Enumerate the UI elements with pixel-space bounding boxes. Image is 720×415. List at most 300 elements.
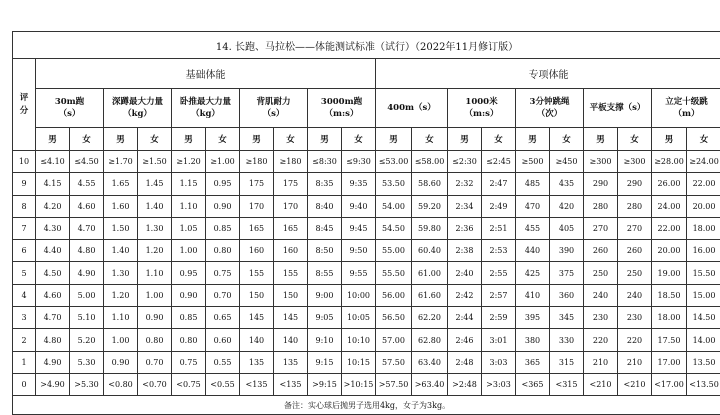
table-cell: 5.30 [70,351,104,373]
table-cell: 8:50 [308,240,342,262]
group-row [13,59,720,89]
table-cell: 4.90 [70,262,104,284]
sex-header-female: 女 [342,128,376,151]
sex-header-female: 女 [138,128,172,151]
table-cell: 0.80 [172,329,206,351]
table-row [13,195,720,217]
score-header-label: 评分 [19,92,29,118]
item-header [36,89,104,128]
table-cell: 15.50 [687,262,720,284]
table-cell: 175 [274,173,308,195]
table-cell: 5.20 [70,329,104,351]
table-cell: >4.90 [36,373,70,395]
table-cell: 1.00 [104,329,138,351]
table-cell: <0.75 [172,373,206,395]
score-cell: 10 [13,151,36,173]
table-cell: 4.15 [36,173,70,195]
table-cell: 0.90 [104,351,138,373]
table-row [13,151,720,173]
table-cell: 2:47 [482,173,516,195]
table-cell: 2:51 [482,217,516,239]
table-cell: 14.00 [687,329,720,351]
table-cell: 1.10 [104,307,138,329]
score-cell: 1 [13,351,36,373]
table-cell: 9:50 [342,240,376,262]
table-cell: 1.45 [138,173,172,195]
table-cell: 1.65 [104,173,138,195]
table-cell: 280 [584,195,618,217]
table-row [13,329,720,351]
table-cell: 62.20 [412,307,448,329]
table-cell: 9:00 [308,284,342,306]
table-cell: 26.00 [652,173,687,195]
table-cell: 13.50 [687,351,720,373]
table-cell: 58.60 [412,173,448,195]
table-cell: 435 [550,173,584,195]
table-cell: 440 [516,240,550,262]
item-unit: （次） [516,108,583,120]
table-cell: >5.30 [70,373,104,395]
table-cell: 18.00 [687,217,720,239]
table-cell: 470 [516,195,550,217]
table-cell: 1.00 [138,284,172,306]
table-cell: ≤9:30 [342,151,376,173]
table-cell: <135 [240,373,274,395]
sex-header-female: 女 [550,128,584,151]
table-cell: 135 [274,351,308,373]
table-cell: 155 [240,262,274,284]
item-unit: （m:s） [308,108,375,120]
table-cell: 24.00 [652,195,687,217]
table-cell: 18.50 [652,284,687,306]
table-cell: 410 [516,284,550,306]
table-cell: 2:48 [448,351,482,373]
table-cell: 54.00 [376,195,412,217]
score-cell: 9 [13,173,36,195]
sex-header-male: 男 [308,128,342,151]
table-cell: 4.60 [70,195,104,217]
table-cell: 54.50 [376,217,412,239]
table-cell: <315 [550,373,584,395]
table-cell: ≥500 [516,151,550,173]
table-cell: ≤8:30 [308,151,342,173]
table-cell: 9:35 [342,173,376,195]
table-cell: 155 [274,262,308,284]
table-cell: 250 [584,262,618,284]
table-cell: 62.80 [412,329,448,351]
table-cell: 485 [516,173,550,195]
item-name: 30m跑 [36,96,103,108]
table-cell: >3:03 [482,373,516,395]
item-unit: （m:s） [448,108,515,120]
table-row [13,173,720,195]
item-header [376,89,448,128]
table-cell: 1.20 [104,284,138,306]
table-cell: ≤4.10 [36,151,70,173]
table-cell: 55.50 [376,262,412,284]
item-unit: （m） [652,108,720,120]
item-header [652,89,720,128]
table-cell: 60.40 [412,240,448,262]
table-cell: 375 [550,262,584,284]
table-cell: 145 [240,307,274,329]
table-cell: 405 [550,217,584,239]
table-cell: ≥450 [550,151,584,173]
item-header [308,89,376,128]
table-cell: 270 [618,217,652,239]
table-cell: 22.00 [687,173,720,195]
table-cell: 170 [240,195,274,217]
sex-header-male: 男 [584,128,618,151]
table-cell: 165 [274,217,308,239]
table-cell: <0.70 [138,373,172,395]
table-cell: 8:35 [308,173,342,195]
table-cell: 4.20 [36,195,70,217]
table-cell: 4.70 [70,217,104,239]
note-row [13,396,720,415]
table-cell: 19.00 [652,262,687,284]
table-cell: 260 [584,240,618,262]
table-cell: 56.50 [376,307,412,329]
table-cell: 140 [274,329,308,351]
table-cell: 1.30 [104,262,138,284]
table-row [13,351,720,373]
table-cell: ≥180 [274,151,308,173]
table-cell: >2:48 [448,373,482,395]
table-cell: 1.60 [104,195,138,217]
table-cell: 9:45 [342,217,376,239]
table-cell: 1.30 [138,217,172,239]
score-header [13,59,36,151]
group-special: 专项体能 [376,59,720,89]
table-cell: ≥1.20 [172,151,206,173]
table-cell: 61.00 [412,262,448,284]
table-cell: 61.60 [412,284,448,306]
table-cell: >10:15 [342,373,376,395]
table-cell: 1.50 [104,217,138,239]
table-row [13,373,720,395]
table-cell: 330 [550,329,584,351]
table-cell: 5.00 [70,284,104,306]
table-cell: 380 [516,329,550,351]
item-header-row [13,89,720,128]
table-cell: 14.50 [687,307,720,329]
table-cell: 10:10 [342,329,376,351]
score-cell: 8 [13,195,36,217]
table-cell: 290 [618,173,652,195]
table-cell: 2:34 [448,195,482,217]
table-cell: <210 [618,373,652,395]
table-cell: 140 [240,329,274,351]
table-cell: 1.40 [104,240,138,262]
table-cell: 10:00 [342,284,376,306]
table-cell: 0.75 [206,262,240,284]
table-cell: 4.50 [36,262,70,284]
table-cell: 0.65 [206,307,240,329]
table-cell: 17.00 [652,351,687,373]
table-cell: <0.55 [206,373,240,395]
table-cell: 2:36 [448,217,482,239]
table-cell: 57.00 [376,329,412,351]
table-cell: 145 [274,307,308,329]
table-cell: 0.80 [138,329,172,351]
item-header [584,89,652,128]
sex-header-female: 女 [206,128,240,151]
table-cell: 2:40 [448,262,482,284]
table-cell: 20.00 [687,195,720,217]
table-cell: <210 [584,373,618,395]
item-header [172,89,240,128]
table-cell: 0.70 [138,351,172,373]
table-row [13,262,720,284]
table-cell: 0.75 [172,351,206,373]
table-cell: 4.90 [36,351,70,373]
sex-header-male: 男 [172,128,206,151]
table-cell: 57.50 [376,351,412,373]
fitness-standard-sheet [12,31,712,415]
sex-header-female: 女 [618,128,652,151]
score-cell: 7 [13,217,36,239]
table-cell: <135 [274,373,308,395]
table-cell: 455 [516,217,550,239]
table-cell: 345 [550,307,584,329]
score-cell: 2 [13,329,36,351]
sex-header-female: 女 [412,128,448,151]
item-name: 3分钟跳绳 [516,96,583,108]
table-cell: 4.80 [36,329,70,351]
table-title: 14. 长跑、马拉松——体能测试标准（试行）（2022年11月修订版） [13,32,720,59]
table-cell: 170 [274,195,308,217]
table-cell: 2:38 [448,240,482,262]
table-cell: 0.90 [172,284,206,306]
item-name: 3000m跑 [308,96,375,108]
table-cell: 390 [550,240,584,262]
group-basic: 基础体能 [36,59,376,89]
table-cell: 280 [618,195,652,217]
table-cell: ≥24.00 [687,151,720,173]
table-cell: 0.90 [138,307,172,329]
table-cell: ≥300 [584,151,618,173]
item-name: 1000米 [448,96,515,108]
table-row [13,307,720,329]
table-cell: 63.40 [412,351,448,373]
table-cell: 22.00 [652,217,687,239]
table-cell: 230 [618,307,652,329]
item-header [240,89,308,128]
table-cell: 4.60 [36,284,70,306]
item-name: 400m（s） [376,102,447,114]
table-cell: >57.50 [376,373,412,395]
table-cell: 55.00 [376,240,412,262]
sex-header-female: 女 [687,128,720,151]
table-cell: 220 [618,329,652,351]
table-cell: 9:05 [308,307,342,329]
table-cell: 395 [516,307,550,329]
table-cell: 360 [550,284,584,306]
table-cell: 420 [550,195,584,217]
table-cell: 2:55 [482,262,516,284]
table-cell: 18.00 [652,307,687,329]
table-cell: 3:03 [482,351,516,373]
score-cell: 3 [13,307,36,329]
table-cell: <0.80 [104,373,138,395]
table-cell: 9:10 [308,329,342,351]
table-cell: 220 [584,329,618,351]
item-unit: （kg） [104,108,171,120]
item-unit: （s） [36,108,103,120]
table-cell: 3:01 [482,329,516,351]
table-cell: 150 [274,284,308,306]
table-cell: 59.80 [412,217,448,239]
table-cell: 59.20 [412,195,448,217]
table-cell: 210 [584,351,618,373]
item-name: 平板支撑（s） [584,102,651,114]
item-name: 立定十级跳 [652,96,720,108]
table-cell: 2:49 [482,195,516,217]
table-cell: 2:53 [482,240,516,262]
table-cell: 16.00 [687,240,720,262]
table-cell: ≥1.50 [138,151,172,173]
score-cell: 5 [13,262,36,284]
table-cell: <365 [516,373,550,395]
table-cell: 10:05 [342,307,376,329]
table-cell: ≥28.00 [652,151,687,173]
table-cell: 0.70 [206,284,240,306]
item-unit: （kg） [172,108,239,120]
table-cell: 260 [618,240,652,262]
table-cell: 160 [274,240,308,262]
table-cell: ≤2:45 [482,151,516,173]
fitness-standard-table [12,31,720,415]
table-cell: ≤58.00 [412,151,448,173]
item-header [448,89,516,128]
table-cell: 1.20 [138,240,172,262]
table-cell: 10:15 [342,351,376,373]
table-cell: 4.40 [36,240,70,262]
item-header [516,89,584,128]
table-cell: 2:32 [448,173,482,195]
table-cell: 53.50 [376,173,412,195]
title-row [13,32,720,59]
table-cell: <17.00 [652,373,687,395]
table-cell: 0.95 [206,173,240,195]
table-note: 备注：实心球后抛男子选用4kg，女子为3kg。 [13,396,720,415]
sex-header-male: 男 [104,128,138,151]
table-cell: 175 [240,173,274,195]
table-cell: 160 [240,240,274,262]
table-cell: 8:40 [308,195,342,217]
table-cell: 1.15 [172,173,206,195]
table-cell: 5.10 [70,307,104,329]
table-cell: 135 [240,351,274,373]
table-cell: ≥180 [240,151,274,173]
item-header [104,89,172,128]
table-cell: 0.55 [206,351,240,373]
table-cell: 240 [618,284,652,306]
table-cell: 15.00 [687,284,720,306]
table-cell: 20.00 [652,240,687,262]
item-name: 深蹲最大力量 [104,96,171,108]
sex-header-female: 女 [274,128,308,151]
table-cell: 150 [240,284,274,306]
table-cell: 165 [240,217,274,239]
item-name: 卧推最大力量 [172,96,239,108]
table-cell: 8:55 [308,262,342,284]
table-cell: 1.10 [138,262,172,284]
sex-header-male: 男 [516,128,550,151]
table-cell: 17.50 [652,329,687,351]
table-cell: 2:44 [448,307,482,329]
table-cell: >63.40 [412,373,448,395]
item-name: 背肌耐力 [240,96,307,108]
table-cell: 240 [584,284,618,306]
table-cell: 1.10 [172,195,206,217]
table-cell: 0.85 [206,217,240,239]
table-cell: 270 [584,217,618,239]
table-cell: 230 [584,307,618,329]
table-cell: 1.05 [172,217,206,239]
table-cell: 4.55 [70,173,104,195]
table-cell: ≥1.00 [206,151,240,173]
sex-header-female: 女 [70,128,104,151]
table-cell: 56.00 [376,284,412,306]
table-cell: 0.60 [206,329,240,351]
table-row [13,217,720,239]
table-cell: 2:42 [448,284,482,306]
table-row [13,240,720,262]
score-cell: 4 [13,284,36,306]
table-cell: 2:57 [482,284,516,306]
table-cell: ≥1.70 [104,151,138,173]
sex-header-row [13,128,720,151]
item-unit: （s） [240,108,307,120]
sex-header-male: 男 [448,128,482,151]
table-row [13,284,720,306]
table-cell: 9:40 [342,195,376,217]
table-cell: ≤2:30 [448,151,482,173]
table-cell: 0.90 [206,195,240,217]
table-cell: ≥300 [618,151,652,173]
table-cell: >9:15 [308,373,342,395]
table-cell: 290 [584,173,618,195]
table-cell: 0.95 [172,262,206,284]
table-cell: 1.40 [138,195,172,217]
sex-header-male: 男 [652,128,687,151]
score-cell: 0 [13,373,36,395]
table-cell: 8:45 [308,217,342,239]
table-cell: 4.70 [36,307,70,329]
table-cell: 425 [516,262,550,284]
table-cell: ≤53.00 [376,151,412,173]
table-cell: 4.80 [70,240,104,262]
score-cell: 6 [13,240,36,262]
table-cell: 315 [550,351,584,373]
table-cell: 1.00 [172,240,206,262]
sex-header-male: 男 [36,128,70,151]
table-cell: 250 [618,262,652,284]
table-cell: 0.85 [172,307,206,329]
table-cell: <13.50 [687,373,720,395]
sex-header-male: 男 [240,128,274,151]
table-cell: 210 [618,351,652,373]
table-cell: 4.30 [36,217,70,239]
table-cell: ≤4.50 [70,151,104,173]
table-cell: 2:46 [448,329,482,351]
table-cell: 2:59 [482,307,516,329]
table-cell: 0.80 [206,240,240,262]
sex-header-male: 男 [376,128,412,151]
table-cell: 9:15 [308,351,342,373]
